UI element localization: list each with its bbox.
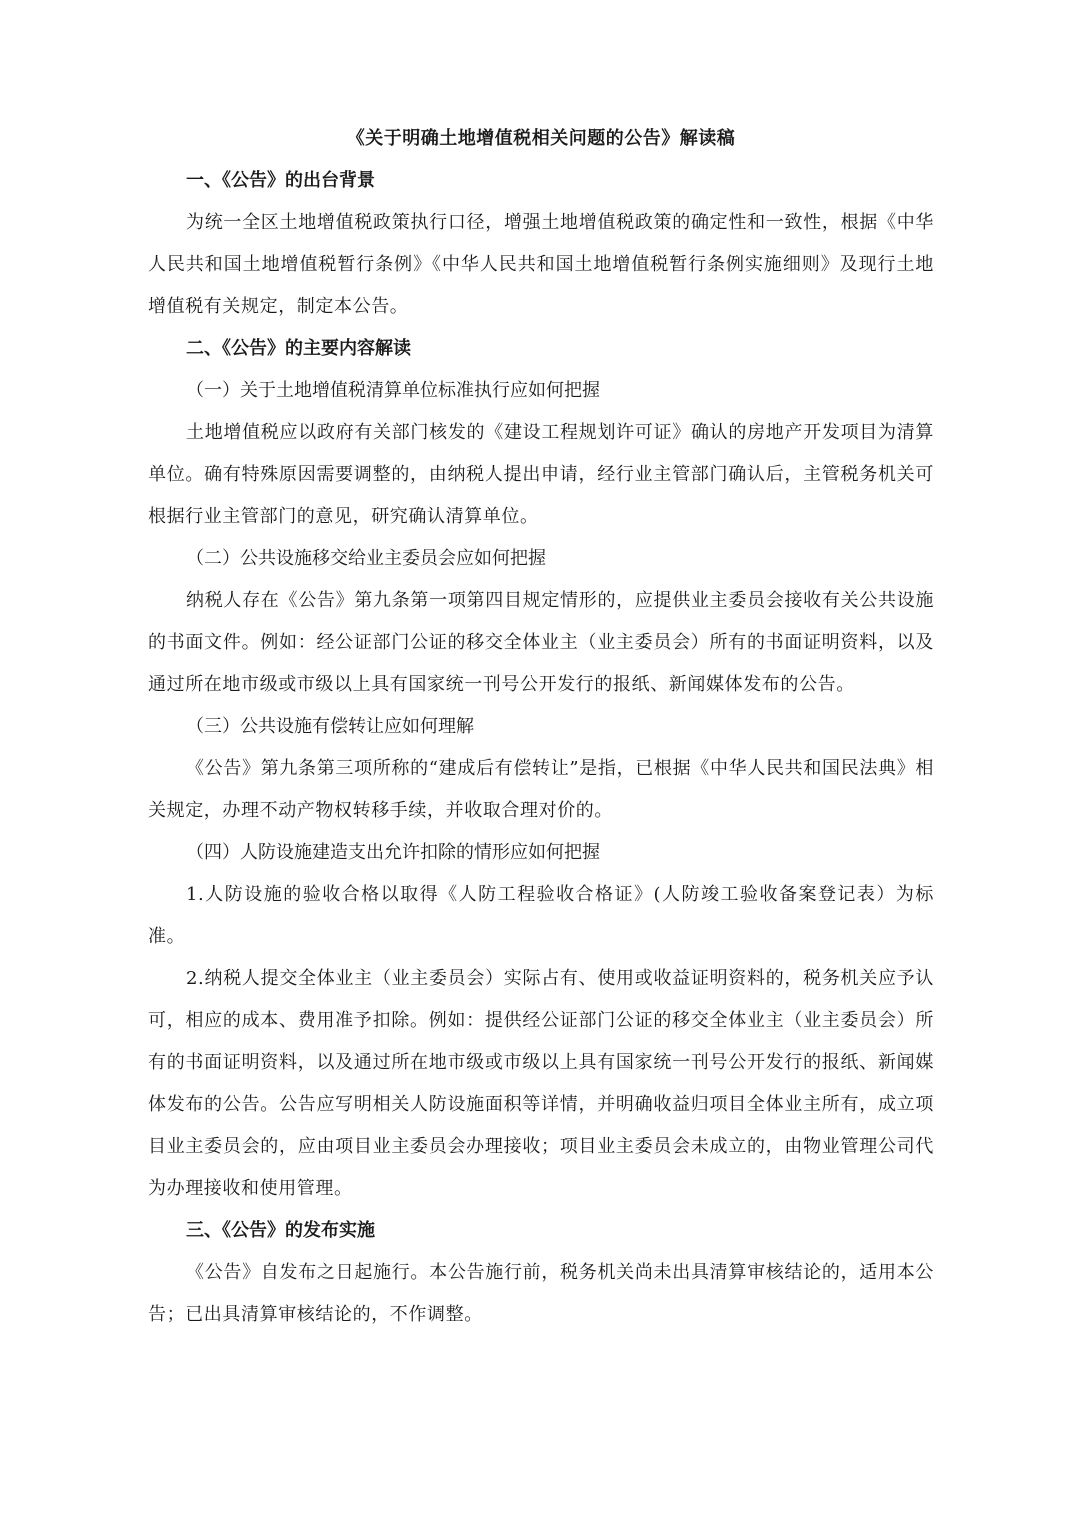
subsection-heading-public-facilities-transfer: （二）公共设施移交给业主委员会应如何把握 bbox=[186, 548, 546, 569]
section-heading-background: 一、《公告》的出台背景 bbox=[186, 170, 375, 191]
section-heading-implementation: 三、《公告》的发布实施 bbox=[186, 1220, 375, 1241]
document-page bbox=[148, 118, 934, 1336]
document-title: 《关于明确土地增值税相关问题的公告》解读稿 bbox=[346, 128, 736, 149]
background-paragraph: 为统一全区土地增值税政策执行口径，增强土地增值税政策的确定性和一致性，根据《中华人民共和国土地增值税暂行条例》《中华人民共和国土地增值税暂行条例实施细则》及现行土地增值税有关规定，制定本公告。 bbox=[148, 212, 934, 317]
clearing-unit-paragraph: 土地增值税应以政府有关部门核发的《建设工程规划许可证》确认的房地产开发项目为清算单位。确有特殊原因需要调整的，由纳税人提出申请，经行业主管部门确认后，主管税务机关可根据行业主管部门的意见，研究确认清算单位。 bbox=[148, 422, 934, 527]
section-heading-main-content: 二、《公告》的主要内容解读 bbox=[186, 338, 411, 359]
subsection-heading-paid-transfer: （三）公共设施有偿转让应如何理解 bbox=[186, 716, 474, 737]
subsection-heading-clearing-unit: （一）关于土地增值税清算单位标准执行应如何把握 bbox=[186, 380, 600, 401]
paid-transfer-paragraph: 《公告》第九条第三项所称的“建成后有偿转让”是指，已根据《中华人民共和国民法典》相关规定，办理不动产物权转移手续，并收取合理对价的。 bbox=[148, 758, 934, 821]
civil-defense-item-2: 2.纳税人提交全体业主（业主委员会）实际占有、使用或收益证明资料的，税务机关应予认可，相应的成本、费用准予扣除。例如：提供经公证部门公证的移交全体业主（业主委员会）所有的书面证明资料，以及通过所在地市级或市级以上具有国家统一刊号公开发行的报纸、新闻媒体发布的公告。公告应写明相关人防设施面积等详情，并明确收益归项目全体业主所有，成立项目业主委员会的，应由项目业主委员会办理接收；项目业主委员会未成立的，由物业管理公司代为办理接收和使用管理。 bbox=[148, 968, 934, 1199]
public-facilities-transfer-paragraph: 纳税人存在《公告》第九条第一项第四目规定情形的，应提供业主委员会接收有关公共设施的书面文件。例如：经公证部门公证的移交全体业主（业主委员会）所有的书面证明资料，以及通过所在地市级或市级以上具有国家统一刊号公开发行的报纸、新闻媒体发布的公告。 bbox=[148, 590, 934, 695]
implementation-paragraph: 《公告》自发布之日起施行。本公告施行前，税务机关尚未出具清算审核结论的，适用本公告；已出具清算审核结论的，不作调整。 bbox=[148, 1262, 934, 1325]
civil-defense-item-1: 1.人防设施的验收合格以取得《人防工程验收合格证》(人防竣工验收备案登记表）为标准。 bbox=[148, 884, 934, 947]
subsection-heading-civil-defense: （四）人防设施建造支出允许扣除的情形应如何把握 bbox=[186, 842, 600, 863]
